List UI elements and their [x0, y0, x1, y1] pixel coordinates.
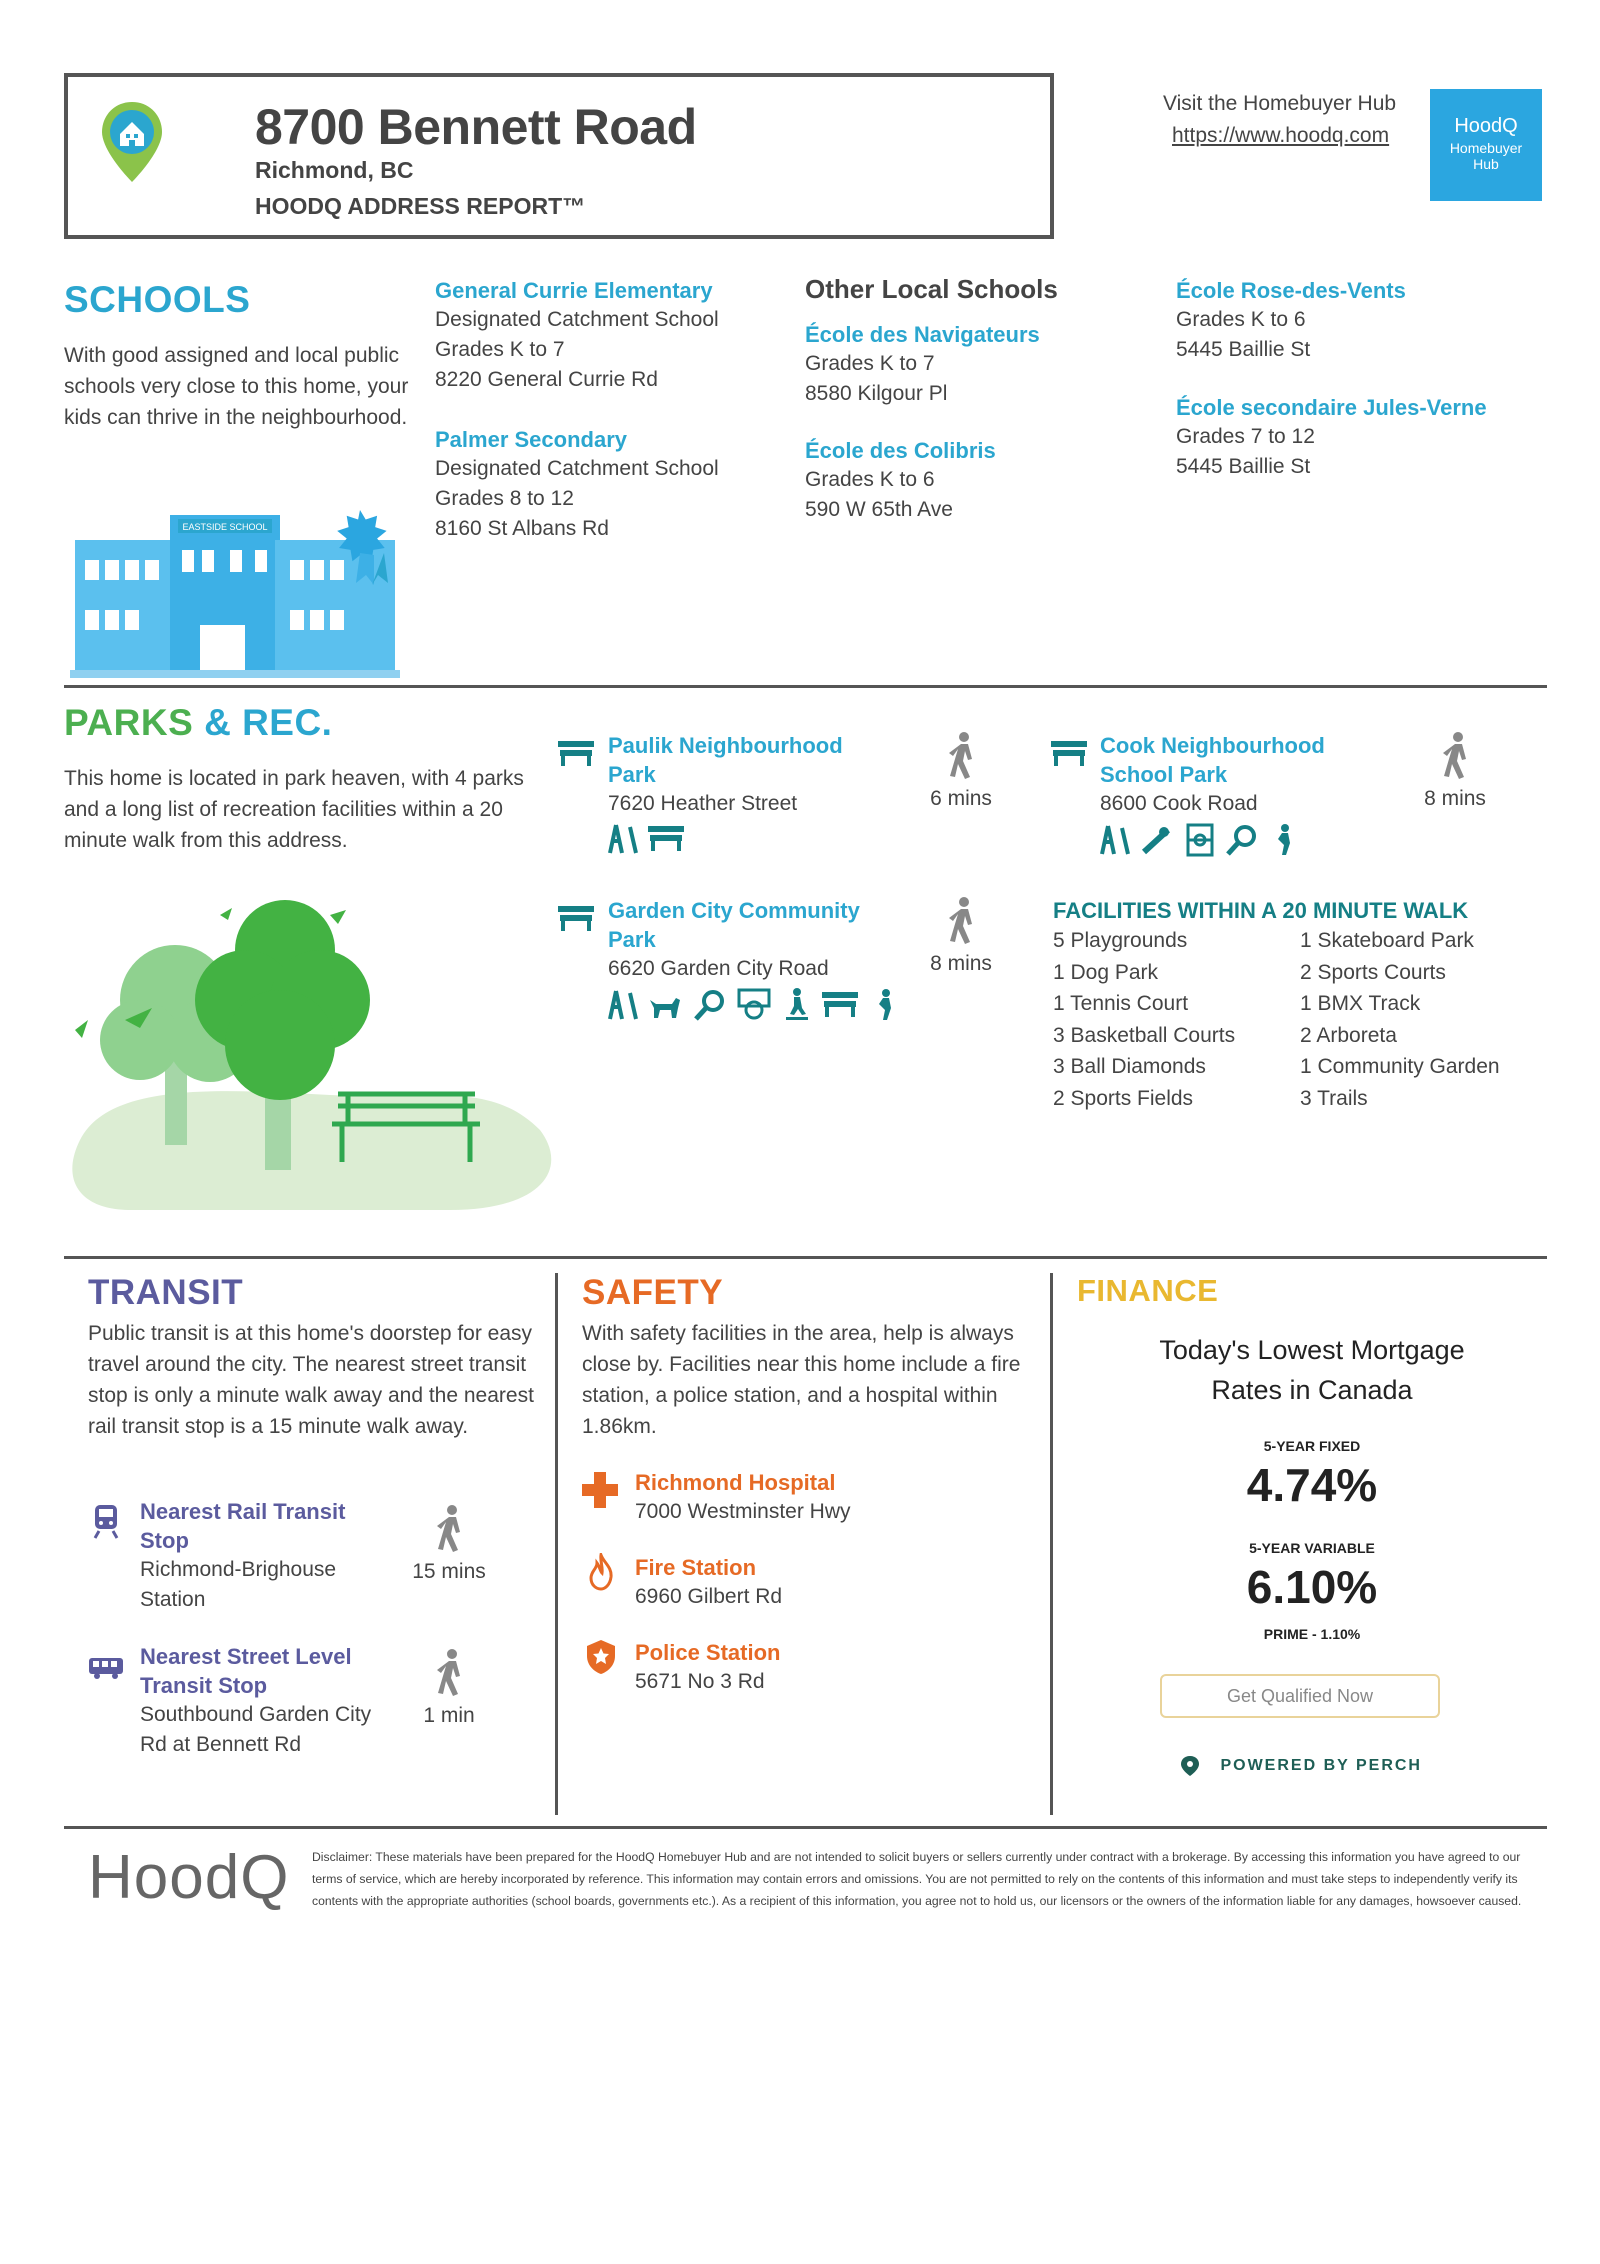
school-address: 8580 Kilgour Pl [805, 382, 948, 405]
park-walk-1 [906, 731, 1016, 811]
school-grades: Grades K to 6 [1176, 308, 1306, 331]
school-address: 5445 Baillie St [1176, 338, 1311, 361]
skateboarder-icon [782, 988, 812, 1022]
dog-icon [648, 990, 682, 1020]
rail-label-line2: Stop [140, 1528, 189, 1553]
other-schools-title: Other Local Schools [805, 274, 1058, 304]
facilities-title: FACILITIES WITHIN A 20 MINUTE WALK [1053, 898, 1469, 923]
divider-transit-safety [555, 1273, 558, 1815]
safety-description: With safety facilities in the area, help is always close by. Facilities near this home include a fire station, a police station, and a hospital within 1.86km. [582, 1322, 1021, 1438]
park-item-1 [608, 731, 898, 855]
transit-description: Public transit is at this home's doorstep for easy travel around the city. The nearest street transit stop is only a minute walk away and the nearest rail transit stop is a 15 minute walk away. [88, 1322, 534, 1438]
rail-station-line2[interactable]: Station [140, 1588, 206, 1611]
safety-name[interactable]: Fire Station [635, 1555, 757, 1580]
park-facility-icons [608, 823, 898, 855]
get-qualified-button[interactable]: Get Qualified Now [1160, 1674, 1440, 1718]
safety-name[interactable]: Police Station [635, 1640, 781, 1665]
fire-icon [588, 1553, 614, 1591]
perch-brand: PERCH [1355, 1757, 1422, 1775]
fixed-rate-block [1077, 1438, 1547, 1512]
park-trees-illustration [70, 880, 560, 1210]
other-school-4 [1176, 393, 1576, 482]
nearest-street-transit [140, 1642, 410, 1760]
street-label-line1: Nearest Street Level [140, 1644, 352, 1669]
school-address: 8220 General Currie Rd [435, 368, 658, 391]
playground-icon [608, 989, 638, 1021]
home-pin-icon [100, 100, 164, 184]
walking-person-icon [946, 731, 976, 781]
safety-title: SAFETY [582, 1273, 724, 1312]
parks-title [64, 702, 332, 744]
facilities-left-list [1053, 925, 1293, 1114]
divider-safety-finance [1050, 1273, 1053, 1815]
finance-headline-line1: Today's Lowest Mortgage [1159, 1335, 1465, 1365]
prime-note: PRIME - 1.10% [1263, 1626, 1361, 1642]
powered-by-text: POWERED BY [1220, 1757, 1350, 1775]
park-name-line1[interactable]: Cook Neighbourhood [1100, 733, 1325, 758]
assigned-school-2 [435, 425, 765, 544]
hospital-cross-icon [582, 1472, 618, 1508]
bench-icon [822, 990, 860, 1020]
address-title: 8700 Bennett Road [255, 99, 697, 155]
facilities-right-list [1300, 925, 1560, 1114]
school-name[interactable]: École des Navigateurs [805, 322, 1040, 347]
facility-item: 2 Sports Fields [1053, 1086, 1194, 1110]
facility-item: 1 BMX Track [1300, 992, 1421, 1015]
park-name-line1[interactable]: Garden City Community [608, 898, 860, 923]
school-address: 5445 Baillie St [1176, 455, 1311, 478]
walking-person-icon [434, 1648, 464, 1698]
tennis-icon [1225, 824, 1259, 856]
bench-icon [558, 904, 596, 934]
school-grades: Grades K to 7 [805, 352, 935, 375]
finance-headline [1077, 1330, 1547, 1410]
facility-item: 5 Playgrounds [1053, 929, 1188, 952]
bench-icon [1051, 739, 1089, 769]
train-icon [93, 1503, 119, 1539]
park-address: 8600 Cook Road [1100, 792, 1258, 815]
other-school-2 [805, 436, 1135, 525]
facility-item: 1 Skateboard Park [1300, 929, 1474, 952]
school-name[interactable]: General Currie Elementary [435, 278, 713, 303]
fixed-rate-value: 4.74% [1246, 1459, 1378, 1511]
skateboard-icon [1140, 824, 1174, 856]
school-name[interactable]: École des Colibris [805, 438, 996, 463]
hoodq-hub-badge[interactable] [1430, 89, 1542, 201]
rail-station-line1[interactable]: Richmond-Brighouse [140, 1558, 337, 1581]
sports-field-icon [1185, 823, 1215, 857]
finance-title: FINANCE [1077, 1273, 1219, 1308]
playground-icon [608, 823, 638, 855]
park-address: 6620 Garden City Road [608, 957, 829, 980]
school-name[interactable]: École Rose-des-Vents [1176, 278, 1406, 303]
bmx-rider-icon [1270, 823, 1296, 857]
school-type: Designated Catchment School [435, 457, 719, 480]
variable-rate-block [1077, 1540, 1547, 1614]
bmx-rider-icon [871, 988, 897, 1022]
facility-item: 1 Community Garden [1300, 1055, 1500, 1078]
safety-address: 6960 Gilbert Rd [635, 1585, 783, 1608]
park-address: 7620 Heather Street [608, 792, 798, 815]
transit-title: TRANSIT [88, 1273, 244, 1312]
schools-title: SCHOOLS [64, 279, 251, 320]
facility-item: 1 Dog Park [1053, 960, 1159, 984]
school-grades: Grades 7 to 12 [1176, 425, 1315, 448]
walk-time: 6 mins [930, 787, 992, 810]
nearest-rail-transit [140, 1497, 400, 1615]
divider-footer [64, 1826, 1547, 1829]
badge-sub2: Hub [1473, 156, 1499, 172]
facility-item: 3 Basketball Courts [1053, 1023, 1236, 1047]
parks-title-a: PARKS [64, 702, 194, 743]
schools-description: With good assigned and local public schools very close to this home, your kids can thrive in the neighbourhood. [64, 344, 409, 429]
school-address: 8160 St Albans Rd [435, 517, 609, 540]
park-facility-icons [1100, 823, 1390, 857]
safety-name[interactable]: Richmond Hospital [635, 1470, 836, 1495]
divider-parks [64, 1256, 1547, 1259]
safety-address: 5671 No 3 Rd [635, 1670, 765, 1693]
tennis-icon [693, 989, 727, 1021]
finance-headline-line2: Rates in Canada [1211, 1375, 1413, 1405]
park-facility-icons [608, 988, 918, 1022]
school-name[interactable]: École secondaire Jules-Verne [1176, 395, 1487, 420]
playground-icon [1100, 824, 1130, 856]
walk-time: 8 mins [930, 952, 992, 975]
rail-walk [394, 1504, 504, 1584]
school-type: Designated Catchment School [435, 308, 719, 331]
street-stop-line2[interactable]: Rd at Bennett Rd [140, 1733, 302, 1756]
police-badge-icon [585, 1638, 617, 1676]
divider-schools [64, 685, 1547, 688]
park-walk-3 [906, 896, 1016, 976]
hub-url-link[interactable]: https://www.hoodq.com [1172, 124, 1390, 147]
school-building-illustration [70, 505, 415, 680]
walk-time: 15 mins [412, 1560, 486, 1583]
facility-item: 2 Sports Courts [1300, 960, 1446, 984]
rail-label-line1: Nearest Rail Transit [140, 1499, 346, 1524]
school-name[interactable]: Palmer Secondary [435, 427, 627, 452]
school-grades: Grades K to 6 [805, 468, 935, 491]
street-label-line2: Transit Stop [140, 1673, 268, 1698]
hoodq-footer-logo[interactable]: HoodQ [88, 1843, 290, 1912]
walk-time: 1 min [423, 1704, 475, 1727]
disclaimer-text: Disclaimer: These materials have been prepared for the HoodQ Homebuyer Hub and are not intended to solicit buyers or sellers currently under contract with a brokerage. By accessing this information you have agreed to our terms of service, which are hereby incorporated by reference. This information may contain errors and omissions. You are not permitted to rely on the contents of this information and must take steps to independently verify its contents with the appropriate authorities (school boards, governments etc.). As a recipient of this information, you agree not to hold us, our licensors or the owners of the information liable for any damages, howsoever caused. [312, 1850, 1522, 1908]
park-name-line2[interactable]: Park [608, 927, 656, 952]
bus-icon [88, 1655, 124, 1681]
safety-fire [635, 1553, 975, 1612]
other-school-1 [805, 320, 1135, 409]
facility-item: 3 Trails [1300, 1086, 1368, 1110]
park-walk-2 [1400, 731, 1510, 811]
badge-sub1: Homebuyer [1449, 140, 1523, 156]
street-walk [394, 1648, 504, 1728]
park-item-2 [1100, 731, 1390, 857]
fixed-rate-label: 5-YEAR FIXED [1263, 1438, 1361, 1454]
walking-person-icon [434, 1504, 464, 1554]
facility-item: 2 Arboreta [1300, 1023, 1397, 1047]
safety-police [635, 1638, 975, 1697]
street-stop-line1[interactable]: Southbound Garden City [140, 1703, 372, 1726]
report-title: HOODQ ADDRESS REPORT™ [255, 193, 586, 219]
safety-address: 7000 Westminster Hwy [635, 1500, 851, 1523]
variable-rate-label: 5-YEAR VARIABLE [1249, 1540, 1375, 1556]
park-name-line2[interactable]: Park [608, 762, 656, 787]
park-item-3 [608, 896, 918, 1022]
facility-item: 3 Ball Diamonds [1053, 1055, 1206, 1078]
bench-icon [558, 739, 596, 769]
assigned-school-1 [435, 276, 765, 395]
walking-person-icon [1440, 731, 1470, 781]
basketball-icon [737, 988, 771, 1022]
other-school-3 [1176, 276, 1556, 365]
school-building-sign: EASTSIDE SCHOOL [182, 522, 268, 532]
park-name-line2[interactable]: School Park [1100, 762, 1228, 787]
park-name-line1[interactable]: Paulik Neighbourhood [608, 733, 843, 758]
address-city: Richmond, BC [255, 157, 414, 183]
powered-by-perch[interactable] [1180, 1755, 1430, 1777]
perch-logo-icon [1180, 1755, 1200, 1777]
walking-person-icon [946, 896, 976, 946]
variable-rate-value: 6.10% [1246, 1561, 1378, 1613]
bench-icon [648, 824, 686, 854]
facility-item: 1 Tennis Court [1053, 992, 1189, 1015]
school-address: 590 W 65th Ave [805, 498, 953, 521]
school-grades: Grades 8 to 12 [435, 487, 574, 510]
walk-time: 8 mins [1424, 787, 1486, 810]
school-grades: Grades K to 7 [435, 338, 565, 361]
hub-visit-text: Visit the Homebuyer Hub [1163, 92, 1397, 115]
safety-hospital [635, 1468, 975, 1527]
parks-title-b: & REC. [204, 702, 333, 743]
parks-description: This home is located in park heaven, with 4 parks and a long list of recreation facilities within a 20 minute walk from this address. [64, 767, 524, 852]
badge-title: HoodQ [1454, 115, 1518, 137]
